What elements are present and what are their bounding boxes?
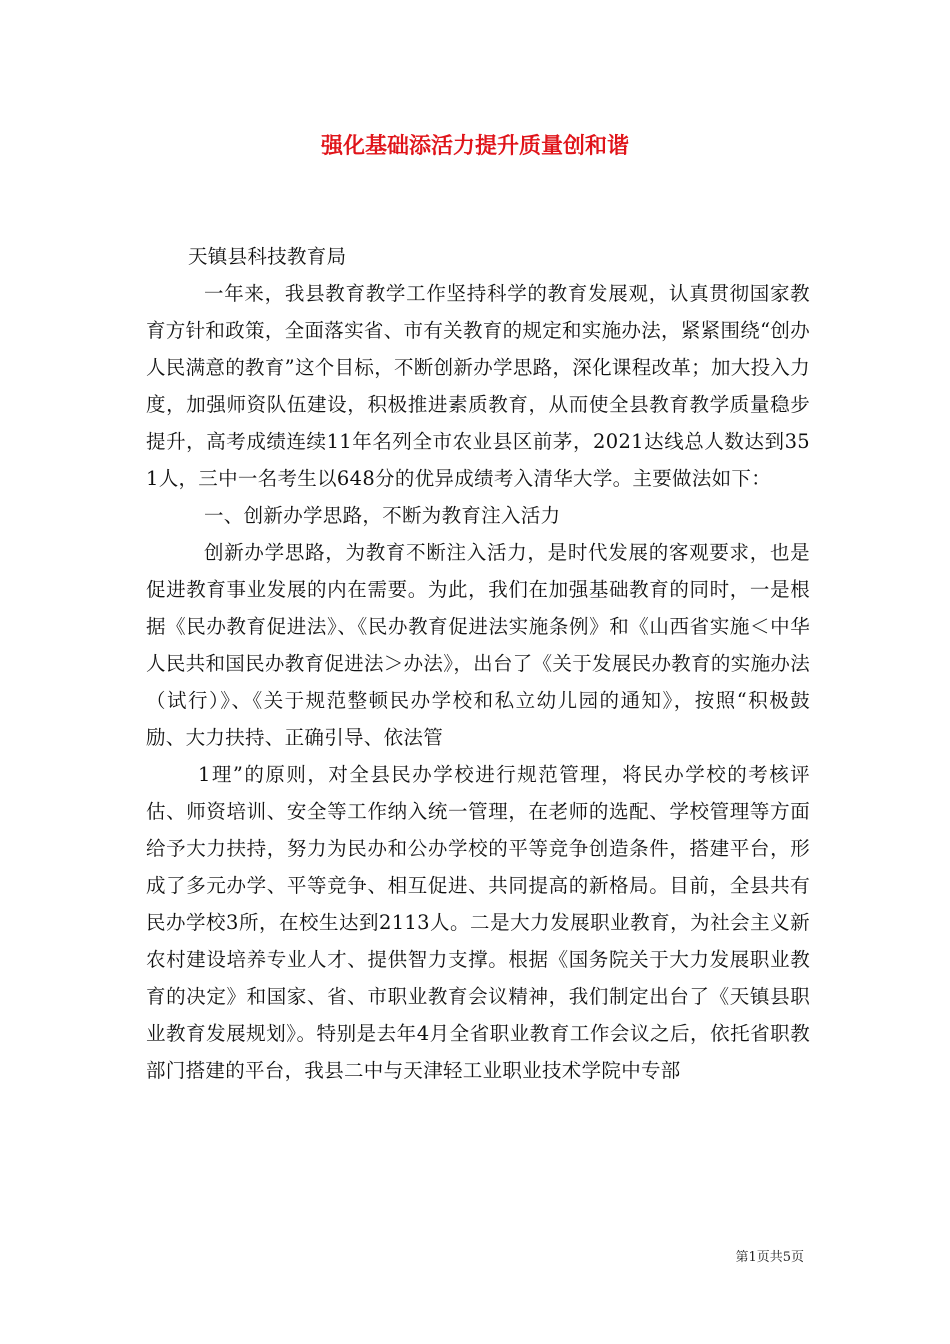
paragraph-section-1: 创新办学思路，为教育不断注入活力，是时代发展的客观要求，也是促进教育事业发展的内在需要。为此，我们在加强基础教育的同时，一是根据《民办教育促进法》、《民办教育促进法实施条例》和《山西省实施＜中华人民共和国民办教育促进法＞办法》，出台了《关于发展民办教育的实施办法（试行）》、《关于规范整顿民办学校和私立幼儿园的通知》，按照“积极鼓励、大力扶持、正确引导、依法管: [146, 541, 810, 749]
paragraph-intro: 一年来，我县教育教学工作坚持科学的教育发展观，认真贯彻国家教育方针和政策，全面落实省、市有关教育的规定和实施办法，紧紧围绕“创办人民满意的教育”这个目标，不断创新办学思路，深化课程改革；加大投入力度，加强师资队伍建设，积极推进素质教育，从而使全县教育教学质量稳步提升，高考成绩连续11年名列全市农业县区前茅，2021达线总人数达到351人，三中一名考生以648分的优异成绩考入清华大学。主要做法如下：: [146, 282, 810, 490]
page-number: 第1页共5页: [735, 1250, 804, 1265]
author-line: 天镇县科技教育局: [188, 245, 347, 268]
paragraph-continued: 1理”的原则，对全县民办学校进行规范管理，将民办学校的考核评估、师资培训、安全等工作纳入统一管理，在老师的选配、学校管理等方面给予大力扶持，努力为民办和公办学校的平等竞争创造条件，搭建平台，形成了多元办学、平等竞争、相互促进、共同提高的新格局。目前，全县共有民办学校3所，在校生达到2113人。二是大力发展职业教育，为社会主义新农村建设培养专业人才、提供智力支撑。根据《国务院关于大力发展职业教育的决定》和国家、省、市职业教育会议精神，我们制定出台了《天镇县职业教育发展规划》。特别是去年4月全省职业教育工作会议之后，依托省职教部门搭建的平台，我县二中与天津轻工业职业技术学院中专部: [146, 763, 810, 1082]
document-title: 强化基础添活力提升质量创和谐: [320, 133, 629, 159]
document-body: [146, 238, 810, 1089]
section-heading-1: 一、创新办学思路，不断为教育注入活力: [204, 504, 561, 527]
